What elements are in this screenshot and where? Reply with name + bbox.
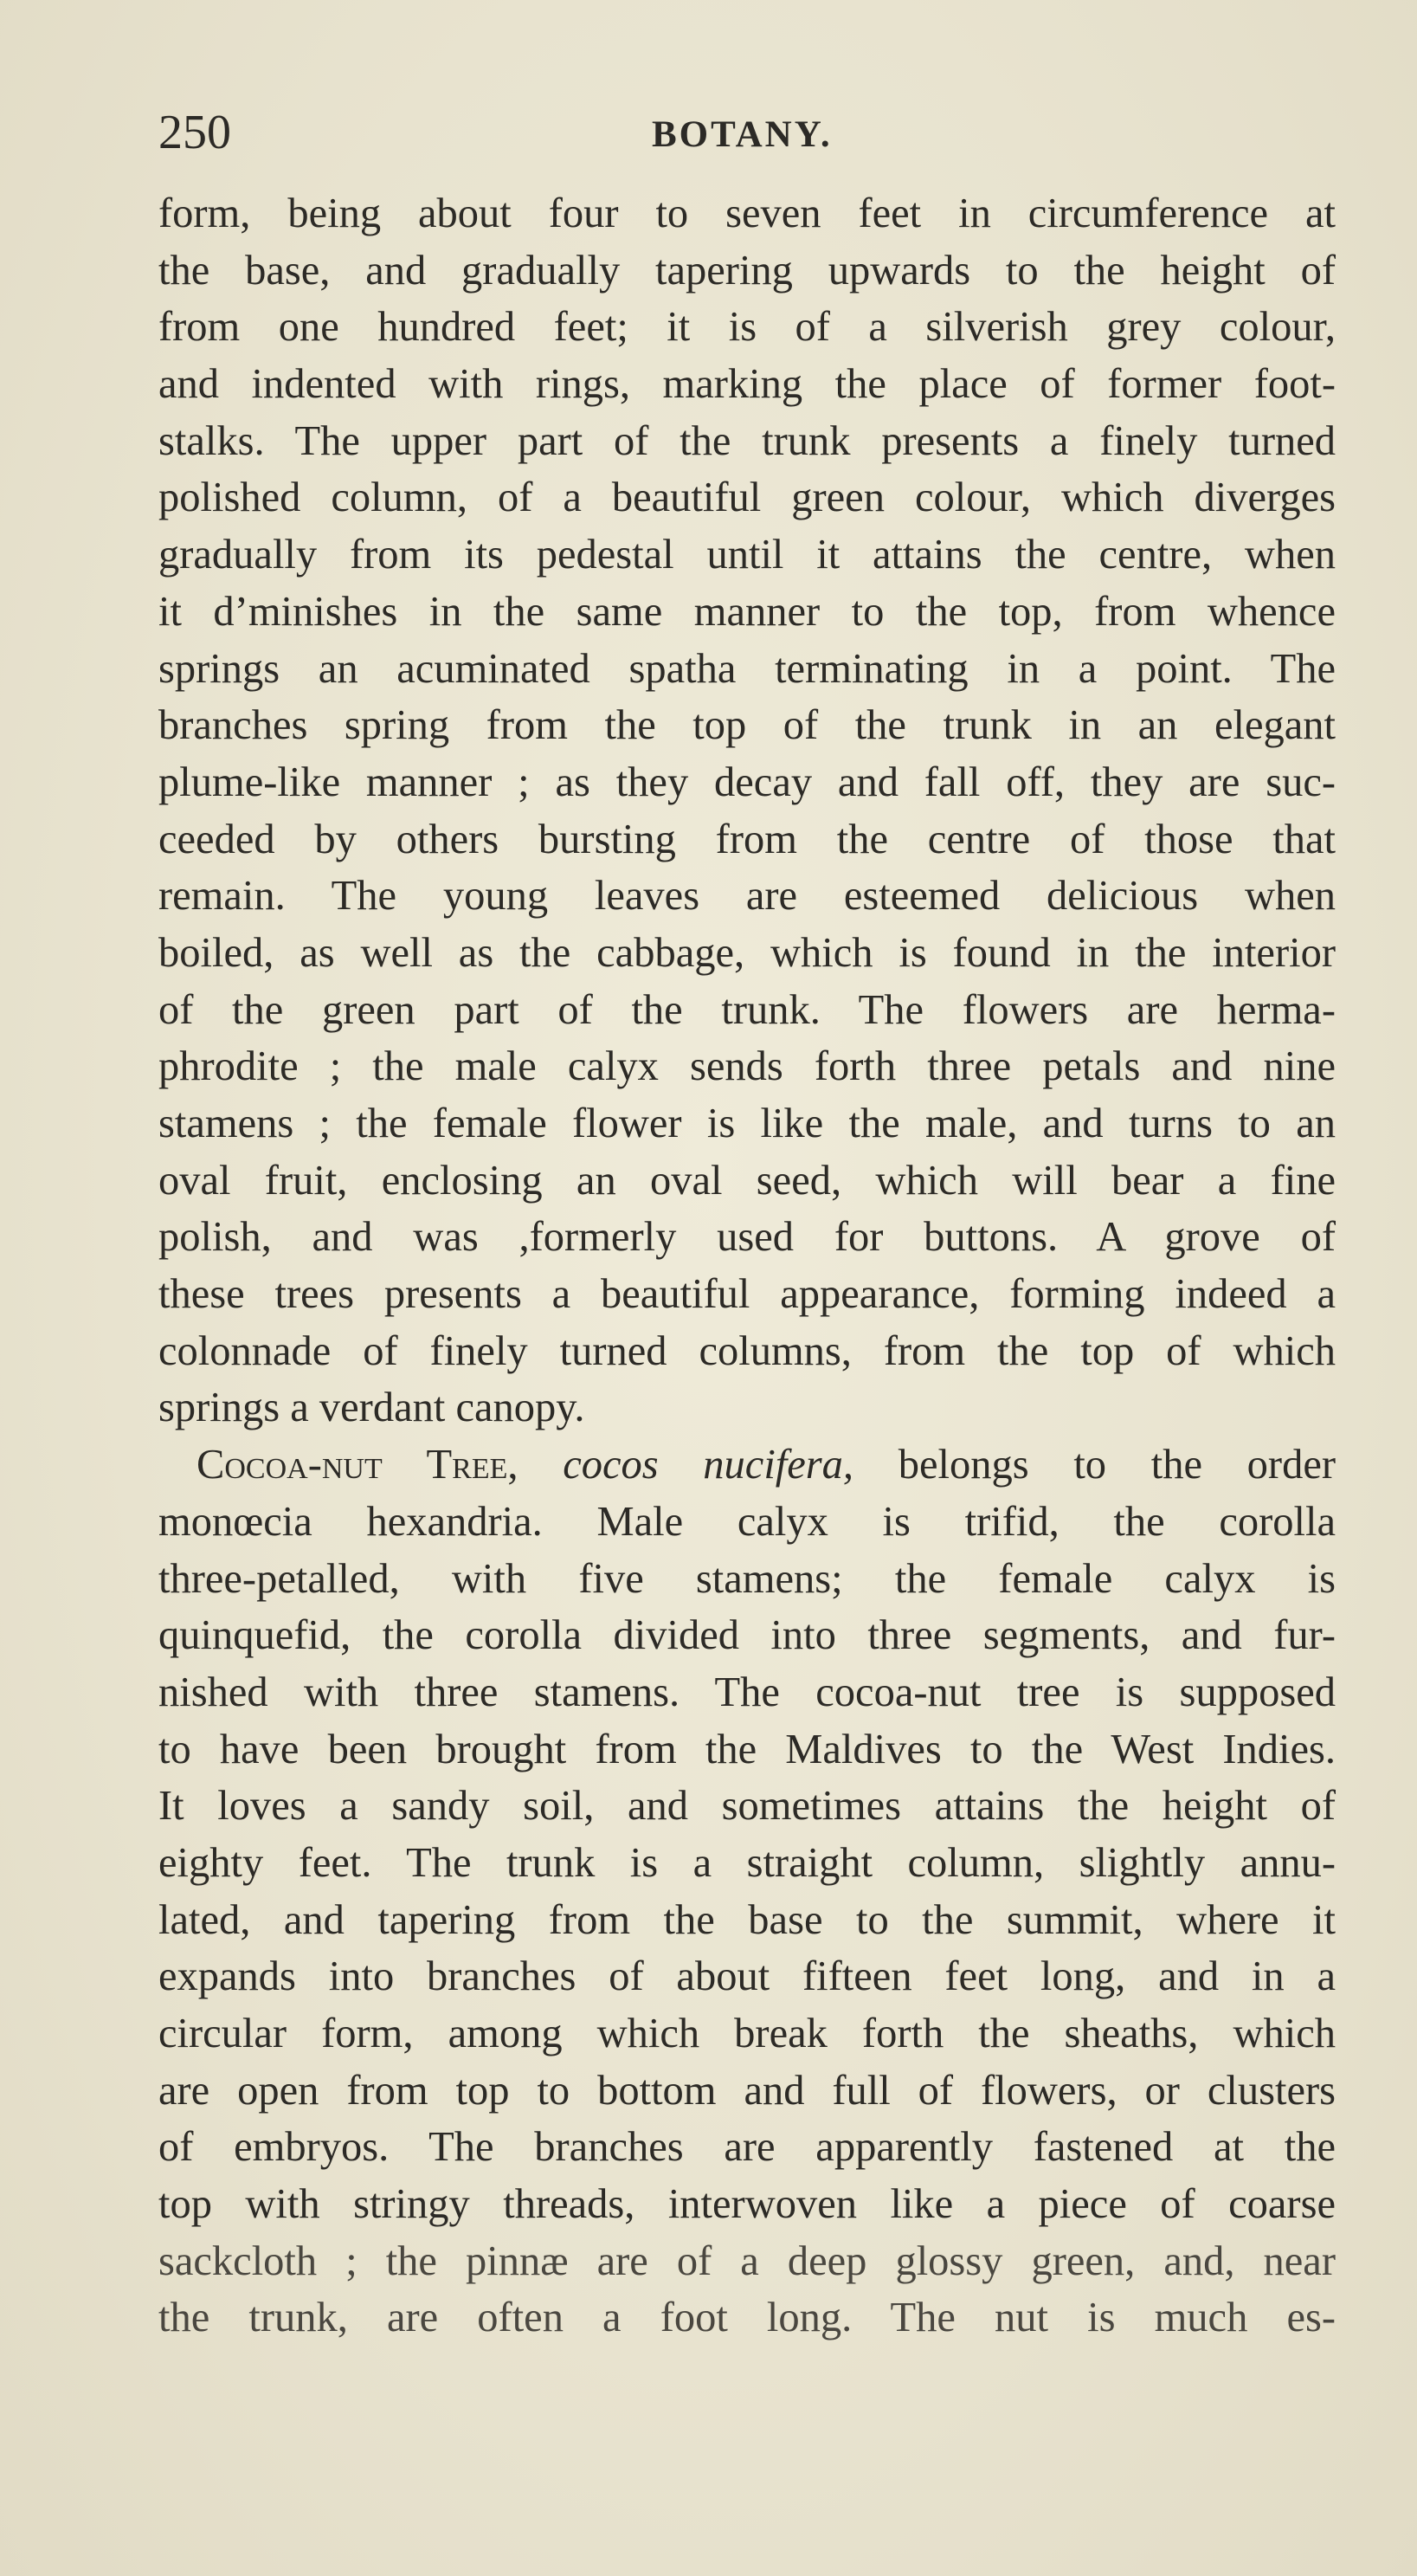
paragraph-end-line: springs a verdant canopy. <box>158 1385 585 1431</box>
text-line: It loves a sandy soil, and sometimes attains the height of <box>158 1783 1336 1830</box>
text-line: circular form, among which break forth the sheaths, which <box>158 2011 1336 2056</box>
page-header <box>158 102 1336 171</box>
text-line: expands into branches of about fifteen feet long, and in a <box>158 1953 1336 2000</box>
text-fragment: belongs to the order <box>898 1442 1336 1488</box>
text-line: are open from top to bottom and full of flowers, or clusters <box>158 2067 1336 2114</box>
text-line: plume-like manner ; as they decay and fall off, they are suc- <box>158 759 1336 805</box>
text-line: nished with three stamens. The cocoa-nut tree is supposed <box>158 1669 1336 1715</box>
text-line: form, being about four to seven feet in circumference at <box>158 190 1336 236</box>
text-line: the base, and gradually tapering upwards to the height of <box>158 247 1336 294</box>
text-line: stalks. The upper part of the trunk presents a finely turned <box>158 417 1336 464</box>
text-line: springs an acuminated spatha terminating in a point. The <box>158 645 1336 692</box>
text-line: the trunk, are often a foot long. The nut is much es- <box>158 2295 1336 2341</box>
text-line: and indented with rings, marking the place of former foot- <box>158 361 1336 408</box>
text-line: of the green part of the trunk. The flowers are herma- <box>158 986 1336 1033</box>
text-line: remain. The young leaves are esteemed delicious when <box>158 873 1336 920</box>
text-line: three-petalled, with five stamens; the female calyx is <box>158 1555 1336 1602</box>
text-line: oval fruit, enclosing an oval seed, which will bear a fine <box>158 1157 1336 1204</box>
text-line: lated, and tapering from the base to the summit, where it <box>158 1896 1336 1943</box>
text-line: gradually from its pedestal until it attains the centre, when <box>158 532 1336 578</box>
text-line: polished column, of a beautiful green colour, which diverges <box>158 475 1336 521</box>
body-text <box>158 185 1336 2347</box>
text-line: branches spring from the top of the trunk in an elegant <box>158 702 1336 749</box>
text-line: phrodite ; the male calyx sends forth three petals and nine <box>158 1043 1336 1090</box>
text-line: monœcia hexandria. Male calyx is trifid, the corolla <box>158 1498 1336 1545</box>
text-line: polish, and was ,formerly used for buttons. A grove of <box>158 1214 1336 1261</box>
text-line: quinquefid, the corolla divided into three segments, and fur- <box>158 1612 1336 1659</box>
latin-name: cocos nucifera, <box>563 1442 854 1488</box>
text-line: it d’minishes in the same manner to the top, from whence <box>158 588 1336 635</box>
text-line: boiled, as well as the cabbage, which is found in the interior <box>158 929 1336 976</box>
text-line: sackcloth ; the pinnæ are of a deep glossy green, and, near <box>158 2237 1336 2284</box>
text-line: colonnade of finely turned columns, from the top of which <box>158 1327 1336 1374</box>
text-line: from one hundred feet; it is of a silverish grey colour, <box>158 304 1336 351</box>
text-line: stamens ; the female flower is like the male, and turns to an <box>158 1101 1336 1146</box>
text-line: top with stringy threads, interwoven like a piece of coarse <box>158 2181 1336 2228</box>
text-line: to have been brought from the Maldives to the West Indies. <box>158 1726 1336 1772</box>
cocoa-nut-heading: Cocoa-nut Tree, <box>196 1442 518 1488</box>
text-line: ceeded by others bursting from the centre of those that <box>158 816 1336 862</box>
text-line: eighty feet. The trunk is a straight column, slightly annu- <box>158 1839 1336 1886</box>
cocoa-nut-paragraph-start <box>158 1436 1336 1494</box>
text-line: these trees presents a beautiful appearance, forming indeed a <box>158 1271 1336 1318</box>
page-number: 250 <box>158 106 231 159</box>
text-line: of embryos. The branches are apparently fastened at the <box>158 2124 1336 2171</box>
running-head: BOTANY. <box>652 114 833 155</box>
